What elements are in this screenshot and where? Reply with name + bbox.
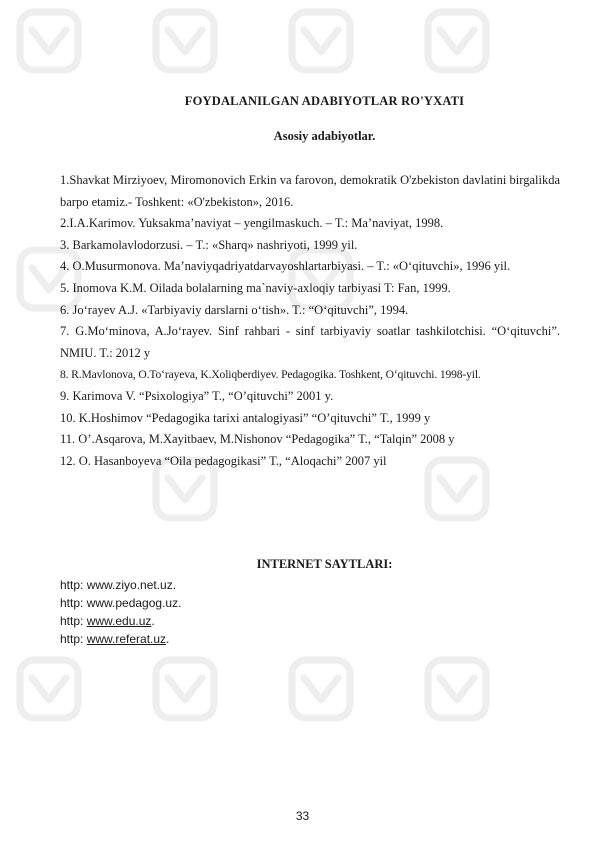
reference-item: 1.Shavkat Mirziyoev, Miromonovich Erkin va farovon, demokratik O'zbekiston davlatini birgalikda barpo etamiz.- Toshkent: «O'zbekiston», 2016.: [60, 173, 560, 209]
reference-item: 2.I.A.Karimov. Yuksakma’naviyat – yengilmaskuch. – T.: Ma’naviyat, 1998.: [60, 216, 444, 231]
reference-list: [60, 170, 560, 472]
website-list: [60, 576, 181, 648]
reference-item: 4. O.Musurmonova. Ma’naviyqadriyatdarvayoshlartarbiyasi. – T.: «O‘qituvchi», 1996 yil.: [60, 259, 511, 274]
link-suffix: .: [166, 632, 170, 646]
watermark-tile: [428, 660, 486, 718]
link-prefix: http:: [60, 596, 87, 610]
website-entry: [60, 594, 181, 612]
watermark-tile: [20, 660, 78, 718]
page-number: 33: [295, 809, 310, 823]
website-link[interactable]: www.edu.uz: [86, 614, 152, 628]
watermark-tile: [292, 12, 350, 70]
website-entry: [60, 612, 181, 630]
website-entry: [60, 630, 181, 648]
reference-item: 6. Jo‘rayev A.J. «Tarbiyaviy darslarni o‘tish». T.: “O‘qituvchi”, 1994.: [60, 302, 409, 317]
website-entry: [60, 576, 181, 594]
watermark-tile: [156, 660, 214, 718]
reference-item: 8. R.Mavlonova, O.To‘rayeva, K.Xoliqberdiyev. Pedagogika. Toshkent, O‘qituvchi. 1998-yil.: [60, 368, 481, 382]
reference-item: 3. Barkamolavlodorzusi. – T.: «Sharq» nashriyoti, 1999 yil.: [60, 237, 358, 252]
reference-item: 10. K.Hoshimov “Pedagogika tarixi antalogiyasi” “O’qituvchi” T., 1999 y: [60, 410, 431, 425]
section-subtitle: Asosiy adabiyotlar.: [273, 129, 376, 143]
website-link[interactable]: www.referat.uz: [86, 632, 167, 646]
watermark-tile: [292, 660, 350, 718]
link-prefix: http:: [60, 632, 87, 646]
reference-item: 7. G.Mo‘minova, A.Jo‘rayev. Sinf rahbari - sinf tarbiyaviy soatlar tashkilotchisi. “O‘qituvchi”. NMIU. T.: 2012 y: [60, 324, 560, 360]
reference-item: 11. O’.Asqarova, M.Xayitbaev, M.Nishonov “Pedagogika” T., “Talqin” 2008 y: [60, 432, 455, 447]
watermark-tile: [20, 12, 78, 70]
reference-item: 12. O. Hasanboyeva “Oila pedagogikasi” T., “Aloqachi” 2007 yil: [60, 453, 387, 468]
watermark-tile: [156, 12, 214, 70]
link-suffix: .: [151, 614, 155, 628]
link-prefix: http:: [60, 614, 87, 628]
reference-item: 9. Karimova V. “Psixologiya” T., “O’qituvchi” 2001 y.: [60, 388, 334, 403]
link-prefix: http:: [60, 578, 87, 592]
watermark-tile: [428, 12, 486, 70]
internet-sites-heading: INTERNET SAYTLARI:: [256, 557, 393, 571]
website-text: www.ziyo.net.uz.: [86, 578, 177, 592]
page-title: FOYDALANILGAN ADABIYOTLAR RO'YXATI: [184, 94, 465, 108]
reference-item: 5. Inomova K.M. Oilada bolalarning ma`naviy-axloqiy tarbiyasi T: Fan, 1999.: [60, 280, 451, 295]
website-text: www.pedagog.uz.: [86, 596, 182, 610]
